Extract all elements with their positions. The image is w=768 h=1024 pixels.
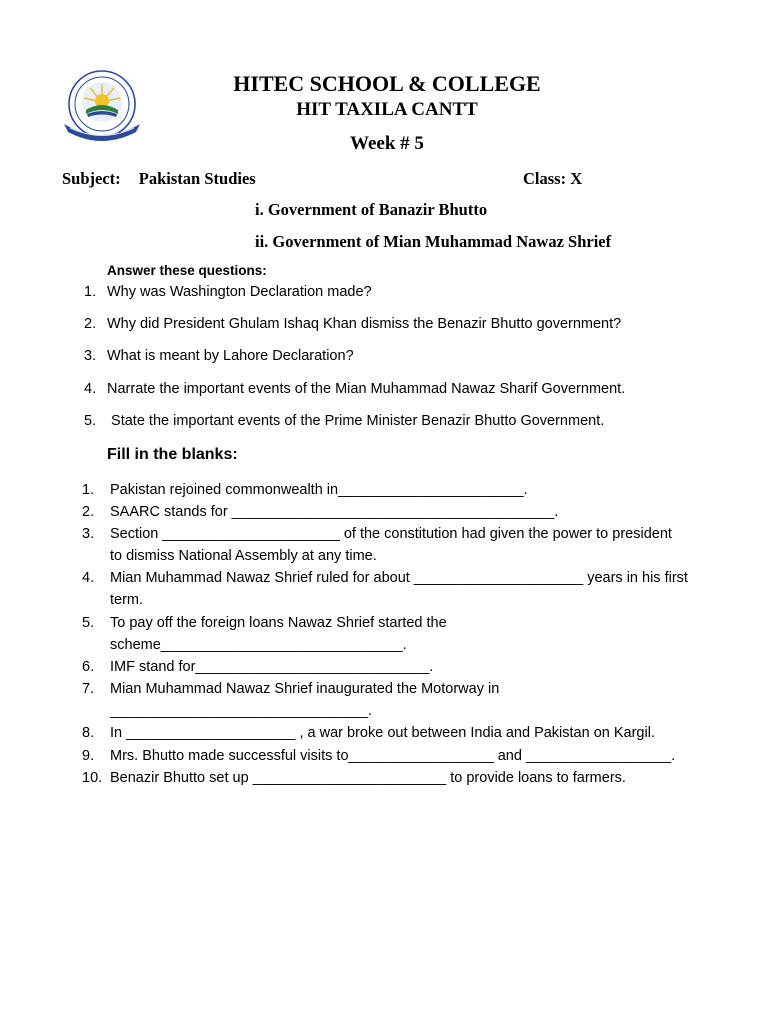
subject-value: Pakistan Studies bbox=[138, 169, 256, 188]
blank-number: 3. bbox=[82, 526, 95, 542]
blank-text: Pakistan rejoined commonwealth in_______________________. bbox=[110, 482, 528, 498]
class-label: Class: X bbox=[523, 169, 583, 188]
blank-text-continued: scheme______________________________. bbox=[110, 637, 407, 653]
question-number: 4. bbox=[84, 381, 97, 397]
question-item bbox=[84, 284, 372, 300]
question-item bbox=[84, 348, 354, 364]
blank-number: 10. bbox=[82, 770, 103, 786]
blank-number: 2. bbox=[82, 504, 95, 520]
blank-text: Benazir Bhutto set up ________________________ to provide loans to farmers. bbox=[110, 770, 626, 786]
blank-number: 1. bbox=[82, 482, 95, 498]
blank-text: In _____________________ , a war broke out between India and Pakistan on Kargil. bbox=[110, 725, 655, 741]
blank-number: 7. bbox=[82, 681, 95, 697]
question-text: State the important events of the Prime Minister Benazir Bhutto Government. bbox=[107, 413, 605, 429]
question-item bbox=[84, 413, 604, 429]
question-text: Narrate the important events of the Mian Muhammad Nawaz Sharif Government. bbox=[107, 381, 626, 397]
blank-text: To pay off the foreign loans Nawaz Shrief started the bbox=[110, 615, 447, 631]
fill-blanks-heading: Fill in the blanks: bbox=[107, 446, 238, 463]
blank-text: Mian Muhammad Nawaz Shrief inaugurated the Motorway in bbox=[110, 681, 500, 697]
question-item bbox=[84, 381, 625, 397]
blank-text: Mrs. Bhutto made successful visits to__________________ and __________________. bbox=[110, 748, 676, 764]
question-item bbox=[84, 316, 621, 332]
blank-text-continued: term. bbox=[110, 592, 144, 608]
blank-number: 6. bbox=[82, 659, 95, 675]
school-name: HITEC SCHOOL & COLLEGE bbox=[233, 71, 541, 96]
blank-text: Section ______________________ of the constitution had given the power to president bbox=[110, 526, 672, 542]
campus-name: HIT TAXILA CANTT bbox=[296, 99, 478, 120]
blank-number: 9. bbox=[82, 748, 95, 764]
question-number: 5. bbox=[84, 413, 97, 429]
topic-1: i. Government of Banazir Bhutto bbox=[255, 200, 488, 219]
blank-number: 8. bbox=[82, 725, 95, 741]
questions-heading: Answer these questions: bbox=[107, 263, 267, 278]
subject-line bbox=[62, 169, 256, 189]
week-number: Week # 5 bbox=[350, 133, 424, 154]
blank-text: SAARC stands for ________________________________________. bbox=[110, 504, 559, 520]
blank-text-continued: to dismiss National Assembly at any time. bbox=[110, 548, 377, 564]
question-number: 1. bbox=[84, 284, 97, 300]
question-number: 3. bbox=[84, 348, 97, 364]
topic-2: ii. Government of Mian Muhammad Nawaz Shrief bbox=[255, 232, 612, 251]
blank-text: Mian Muhammad Nawaz Shrief ruled for about _____________________ years in his first bbox=[110, 570, 688, 586]
question-text: Why did President Ghulam Ishaq Khan dismiss the Benazir Bhutto government? bbox=[107, 316, 622, 332]
subject-label: Subject: bbox=[62, 169, 121, 188]
question-text: What is meant by Lahore Declaration? bbox=[107, 348, 354, 364]
question-text: Why was Washington Declaration made? bbox=[107, 284, 372, 300]
question-number: 2. bbox=[84, 316, 97, 332]
blank-text-continued: ________________________________. bbox=[110, 703, 373, 719]
blank-number: 5. bbox=[82, 615, 95, 631]
blank-number: 4. bbox=[82, 570, 95, 586]
blank-text: IMF stand for_____________________________. bbox=[110, 659, 434, 675]
